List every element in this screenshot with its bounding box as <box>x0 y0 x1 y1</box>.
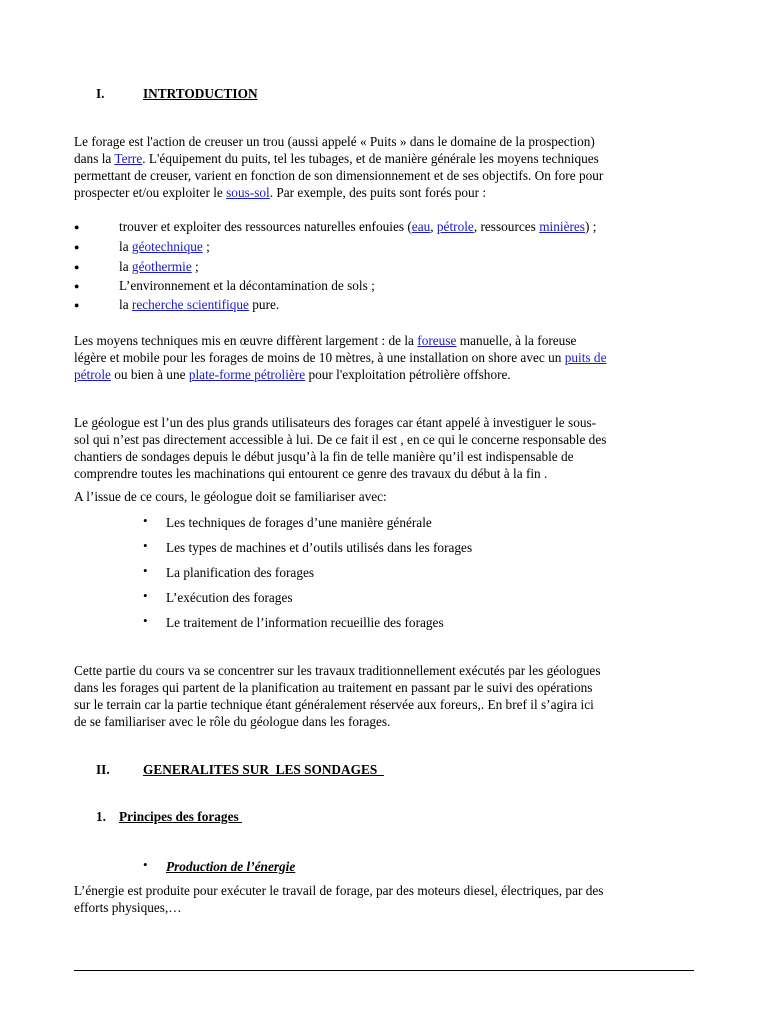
subsection-title: Principes des forages <box>119 809 242 824</box>
bullet-icon: • <box>143 857 148 872</box>
paragraph-line <box>74 184 486 201</box>
text: la <box>119 297 132 312</box>
text: , ressources <box>473 219 540 234</box>
bullet-icon: ● <box>74 242 80 252</box>
text: dans la <box>74 151 115 166</box>
paragraph-line <box>74 349 606 366</box>
section-number: I. <box>96 86 105 101</box>
paragraph-line: Le géologue est l’un des plus grands utilisateurs des forages car étant appelé à investiguer le sous- <box>74 415 597 430</box>
paragraph-line: chantiers de sondages depuis le début jusqu’à la fin de telle manière qu’il est indispensable de <box>74 449 574 464</box>
text: , <box>430 219 437 234</box>
bullet-icon: • <box>143 588 148 603</box>
section-number: II. <box>96 762 110 777</box>
list-item <box>119 238 210 255</box>
paragraph-line: efforts physiques,… <box>74 900 182 915</box>
link-foreuse[interactable]: foreuse <box>417 333 457 348</box>
paragraph-line: Le forage est l'action de creuser un trou (aussi appelé « Puits » dans le domaine de la prospection) <box>74 134 595 149</box>
paragraph-line: L’énergie est produite pour exécuter le travail de forage, par des moteurs diesel, électriques, par des <box>74 883 604 898</box>
paragraph-line: Cette partie du cours va se concentrer sur les travaux traditionnellement exécutés par les géologues <box>74 663 601 678</box>
paragraph-line: de se familiariser avec le rôle du géologue dans les forages. <box>74 714 391 729</box>
link-terre[interactable]: Terre <box>114 151 143 166</box>
list-item: L’exécution des forages <box>166 590 293 605</box>
subsection-number: 1. <box>96 809 106 824</box>
footer-divider <box>74 970 694 971</box>
text: pour l'exploitation pétrolière offshore. <box>305 367 511 382</box>
link-petrole[interactable]: pétrole <box>436 219 474 234</box>
list-item: Les techniques de forages d’une manière générale <box>166 515 432 530</box>
sub-heading: Production de l’énergie <box>166 859 296 874</box>
text: légère et mobile pour les forages de moins de 10 mètres, à une installation on shore avec un <box>74 350 565 365</box>
text: ; <box>191 259 199 274</box>
link-geotechnique[interactable]: géotechnique <box>131 239 203 254</box>
bullet-icon: • <box>143 563 148 578</box>
link-plate-forme-petroliere[interactable]: plate-forme pétrolière <box>188 367 306 382</box>
text: ) ; <box>584 219 597 234</box>
paragraph-line <box>74 332 576 349</box>
paragraph-line: sur le terrain car la partie technique étant généralement réservée aux foreurs,. En bref il s’agira ici <box>74 697 594 712</box>
text: Les moyens techniques mis en œuvre diffèrent largement : de la <box>74 333 418 348</box>
text: trouver et exploiter des ressources naturelles enfouies ( <box>119 219 412 234</box>
bullet-icon: ● <box>74 222 80 232</box>
text: ou bien à une <box>110 367 189 382</box>
list-item: L’environnement et la décontamination de sols ; <box>119 278 375 293</box>
paragraph-line: sol qui n’est pas directement accessible à lui. De ce fait il est , en ce qui le concerne responsable des <box>74 432 607 447</box>
list-item <box>119 296 279 313</box>
section-title: INTRTODUCTION <box>143 86 258 101</box>
list-item: Le traitement de l’information recueillie des forages <box>166 615 444 630</box>
link-puits-de-petrole[interactable]: puits de <box>564 350 607 365</box>
list-item <box>119 258 199 275</box>
paragraph-line: permettant de creuser, varient en fonction de son dimensionnement et de ses objectifs. On fore pour <box>74 168 604 183</box>
link-minieres[interactable]: minières <box>539 219 585 234</box>
paragraph-line: A l’issue de ce cours, le géologue doit se familiariser avec: <box>74 489 387 504</box>
link-puits-de-petrole[interactable]: pétrole <box>74 367 111 382</box>
link-sous-sol[interactable]: sous-sol <box>226 185 270 200</box>
bullet-icon: • <box>143 513 148 528</box>
list-item: La planification des forages <box>166 565 315 580</box>
text: la <box>119 239 132 254</box>
link-geothermie[interactable]: géothermie <box>131 259 192 274</box>
bullet-icon: ● <box>74 262 80 272</box>
text: . L'équipement du puits, tel les tubages, et de manière générale les moyens techniques <box>142 151 599 166</box>
text: la <box>119 259 132 274</box>
paragraph-line: dans les forages qui partent de la planification au traitement en passant par le suivi des opérations <box>74 680 593 695</box>
text: prospecter et/ou exploiter le <box>74 185 227 200</box>
bullet-icon: • <box>143 538 148 553</box>
bullet-icon: ● <box>74 300 80 310</box>
bullet-icon: • <box>143 613 148 628</box>
link-recherche-scientifique[interactable]: recherche scientifique <box>131 297 249 312</box>
paragraph-line <box>74 366 511 383</box>
paragraph-line <box>74 150 599 167</box>
text: pure. <box>248 297 280 312</box>
link-eau[interactable]: eau <box>411 219 431 234</box>
text: ; <box>202 239 210 254</box>
list-item: Les types de machines et d’outils utilisés dans les forages <box>166 540 473 555</box>
section-title: GENERALITES SUR LES SONDAGES <box>143 762 384 777</box>
text: . Par exemple, des puits sont forés pour : <box>269 185 487 200</box>
text: manuelle, à la foreuse <box>456 333 577 348</box>
list-item <box>119 218 596 235</box>
bullet-icon: ● <box>74 281 80 291</box>
paragraph-line: comprendre toutes les machinations qui entourent ce genre des travaux du début à la fin . <box>74 466 548 481</box>
